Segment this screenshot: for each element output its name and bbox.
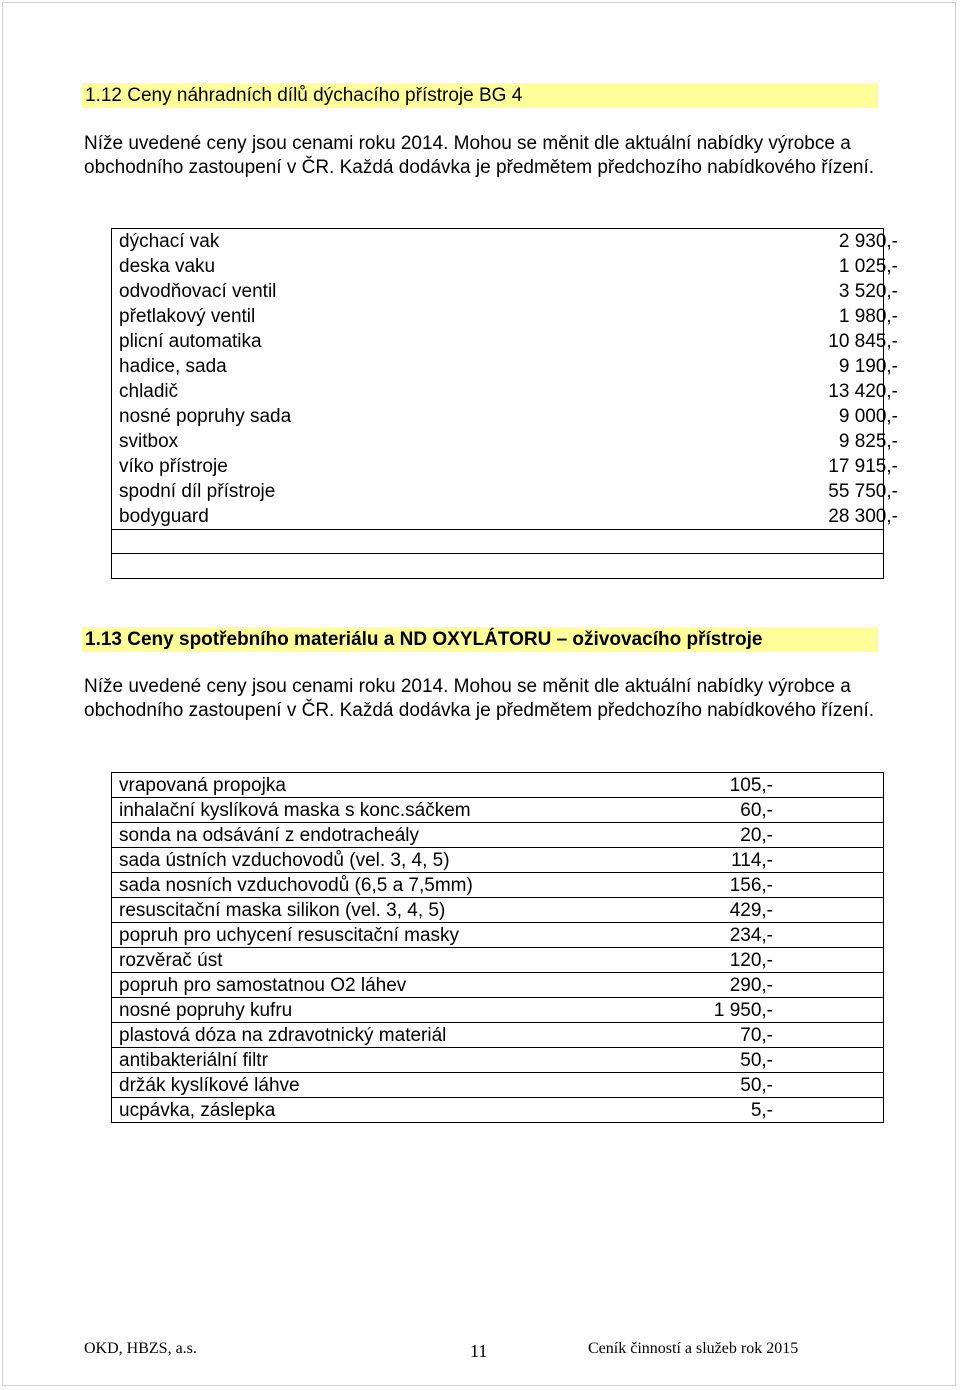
item-price: 290,- bbox=[729, 975, 773, 996]
table-row bbox=[112, 504, 898, 529]
price-table-consumables bbox=[111, 772, 884, 1123]
table-row bbox=[112, 229, 898, 254]
item-name: plastová dóza na zdravotnický materiál bbox=[119, 1025, 447, 1046]
item-price: 20,- bbox=[740, 825, 773, 846]
table-row bbox=[112, 254, 898, 279]
section-intro-consumables: Níže uvedené ceny jsou cenami roku 2014. Mohou se měnit dle aktuální nabídky výrobce a obchodního zastoupení v ČR. Každá dodávka je předmětem předchozího nabídkového řízení. bbox=[84, 676, 875, 721]
table-row bbox=[112, 948, 883, 973]
table-row bbox=[112, 898, 883, 923]
table-row bbox=[112, 1048, 883, 1073]
item-name: inhalační kyslíková maska s konc.sáčkem bbox=[119, 800, 471, 821]
item-name: plicní automatika bbox=[119, 331, 262, 352]
item-name: antibakteriální filtr bbox=[119, 1050, 268, 1071]
item-price: 9 825,- bbox=[838, 431, 898, 452]
table-row bbox=[112, 1073, 883, 1098]
table-row bbox=[112, 998, 883, 1023]
item-name: resuscitační maska silikon (vel. 3, 4, 5) bbox=[119, 900, 446, 921]
item-name: dýchací vak bbox=[119, 231, 220, 252]
item-price: 17 915,- bbox=[828, 456, 898, 477]
table-row bbox=[112, 848, 883, 873]
table-row bbox=[112, 973, 883, 998]
item-name: popruh pro samostatnou O2 láhev bbox=[119, 975, 407, 996]
item-price: 70,- bbox=[740, 1025, 773, 1046]
item-name: sada ústních vzduchovodů (vel. 3, 4, 5) bbox=[119, 850, 450, 871]
footer-page-number: 11 bbox=[470, 1341, 488, 1361]
item-price: 114,- bbox=[731, 850, 773, 871]
table-divider bbox=[112, 529, 883, 530]
section-heading-consumables: 1.13 Ceny spotřebního materiálu a ND OXYLÁTORU – oživovacího přístroje bbox=[82, 627, 878, 652]
item-name: přetlakový ventil bbox=[119, 306, 256, 327]
item-price: 10 845,- bbox=[828, 331, 898, 352]
item-price: 1 025,- bbox=[838, 256, 898, 277]
price-table-spare-parts bbox=[111, 228, 898, 579]
item-name: bodyguard bbox=[119, 506, 209, 527]
item-name: odvodňovací ventil bbox=[119, 281, 277, 302]
item-name: rozvěrač úst bbox=[119, 950, 223, 971]
footer-document-title: Ceník činností a služeb rok 2015 bbox=[588, 1340, 799, 1357]
item-price: 13 420,- bbox=[828, 381, 898, 402]
item-price: 60,- bbox=[740, 800, 773, 821]
table-divider bbox=[112, 553, 883, 554]
item-price: 234,- bbox=[729, 925, 773, 946]
item-name: chladič bbox=[119, 381, 179, 402]
table-row bbox=[112, 1098, 883, 1123]
item-name: sada nosních vzduchovodů (6,5 a 7,5mm) bbox=[119, 875, 473, 896]
table-row bbox=[112, 379, 898, 404]
table-row bbox=[112, 873, 883, 898]
item-name: spodní díl přístroje bbox=[119, 481, 276, 502]
item-price: 120,- bbox=[729, 950, 773, 971]
item-price: 9 190,- bbox=[838, 356, 898, 377]
item-name: svitbox bbox=[119, 431, 179, 452]
table-row bbox=[112, 304, 898, 329]
item-name: ucpávka, záslepka bbox=[119, 1100, 276, 1121]
item-price: 55 750,- bbox=[828, 481, 898, 502]
table-row bbox=[112, 329, 898, 354]
item-name: vrapovaná propojka bbox=[119, 775, 286, 796]
item-name: nosné popruhy kufru bbox=[119, 1000, 293, 1021]
item-name: víko přístroje bbox=[119, 456, 228, 477]
item-price: 2 930,- bbox=[838, 231, 898, 252]
item-price: 105,- bbox=[729, 775, 773, 796]
item-name: popruh pro uchycení resuscitační masky bbox=[119, 925, 460, 946]
item-price: 429,- bbox=[729, 900, 773, 921]
item-price: 3 520,- bbox=[838, 281, 898, 302]
item-name: sonda na odsávání z endotracheály bbox=[119, 825, 419, 846]
table-row bbox=[112, 429, 898, 454]
item-price: 50,- bbox=[740, 1075, 773, 1096]
footer-company: OKD, HBZS, a.s. bbox=[84, 1340, 197, 1357]
table-row bbox=[112, 354, 898, 379]
item-name: držák kyslíkové láhve bbox=[119, 1075, 300, 1096]
item-price: 1 980,- bbox=[838, 306, 898, 327]
item-price: 1 950,- bbox=[713, 1000, 773, 1021]
section-intro-spare-parts: Níže uvedené ceny jsou cenami roku 2014. Mohou se měnit dle aktuální nabídky výrobce a obchodního zastoupení v ČR. Každá dodávka je předmětem předchozího nabídkového řízení. bbox=[84, 133, 875, 178]
item-price: 50,- bbox=[740, 1050, 773, 1071]
item-name: nosné popruhy sada bbox=[119, 406, 292, 427]
table-row bbox=[112, 773, 883, 798]
section-heading-spare-parts: 1.12 Ceny náhradních dílů dýchacího přístroje BG 4 bbox=[82, 83, 878, 108]
table-row bbox=[112, 923, 883, 948]
table-row bbox=[112, 404, 898, 429]
table-row bbox=[112, 1023, 883, 1048]
item-price: 156,- bbox=[729, 875, 773, 896]
table-row bbox=[112, 479, 898, 504]
table-row bbox=[112, 279, 898, 304]
item-name: hadice, sada bbox=[119, 356, 227, 377]
item-name: deska vaku bbox=[119, 256, 216, 277]
item-price: 5,- bbox=[750, 1100, 773, 1121]
table-row bbox=[112, 798, 883, 823]
item-price: 28 300,- bbox=[828, 506, 898, 527]
table-row bbox=[112, 823, 883, 848]
item-price: 9 000,- bbox=[838, 406, 898, 427]
table-row bbox=[112, 454, 898, 479]
